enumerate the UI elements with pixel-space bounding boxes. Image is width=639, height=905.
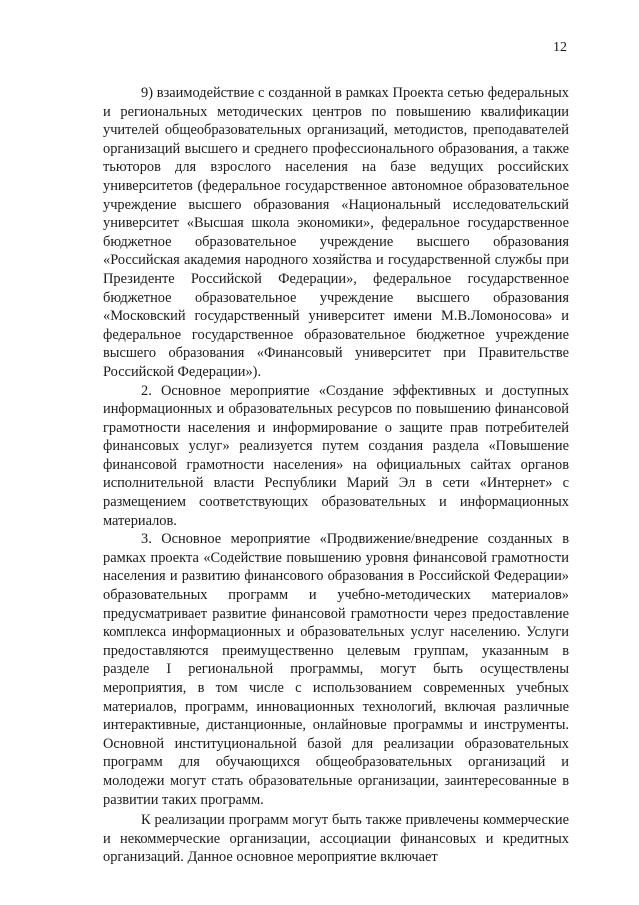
paragraph-program-implementation: К реализации программ могут быть также привлечены коммерческие и некоммерческие организации, ассоциации финансовых и кредитных организаций. Данное основное мероприятие включает xyxy=(103,812,569,866)
page-number: 12 xyxy=(553,40,567,55)
paragraph-item-9-interaction: 9) взаимодействие с созданной в рамках Проекта сетью федеральных и региональных методических центров по повышению квалификации учителей общеобразовательных организаций, методистов, преподавателей организаций высшего и среднего профессионального образования, а также тьюторов для взрослого населения на базе ведущих российских университетов (федеральное государственное автономное образовательное учреждение высшего образования «Национальный исследовательский университет «Высшая школа экономики», федеральное государственное бюджетное образовательное учреждение высшего образования «Российская академия народного хозяйства и государственной службы при Президенте Российской Федерации», федеральное государственное бюджетное образовательное учреждение высшего образования «Московский государственный университет имени М.В.Ломоносова» и федеральное государственное образовательное бюджетное учреждение высшего образования «Финансовый университет при Правительстве Российской Федерации»). xyxy=(103,85,569,380)
paragraph-main-activity-2: 2. Основное мероприятие «Создание эффективных и доступных информационных и образовательных ресурсов по повышению финансовой грамотности населения и информирование о защите прав потребителей финансовых услуг» реализуется путем создания раздела «Повышение финансовой грамотности населения» на официальных сайтах органов исполнительной власти Республики Марий Эл в сети «Интернет» с размещением соответствующих образовательных и информационных материалов. xyxy=(103,382,569,529)
document-body xyxy=(103,84,569,867)
paragraph-main-activity-3: 3. Основное мероприятие «Продвижение/внедрение созданных в рамках проекта «Содействие повышению уровня финансовой грамотности населения и развитию финансового образования в Российской Федерации» образовательных программ и учебно-методических материалов» предусматривает развитие финансовой грамотности через предоставление комплекса информационных и образовательных услуг населению. Услуги предоставляются преимущественно целевым группам, указанным в разделе I региональной программы, могут быть осуществлены мероприятия, в том числе с использованием современных учебных материалов, программ, инновационных технологий, включая различные интерактивные, дистанционные, онлайновые программы и инструменты. Основной институциональной базой для реализации образовательных программ для обучающихся общеобразовательных организаций и молодежи могут стать образовательные организации, заинтересованные в развитии таких программ. xyxy=(103,531,569,808)
